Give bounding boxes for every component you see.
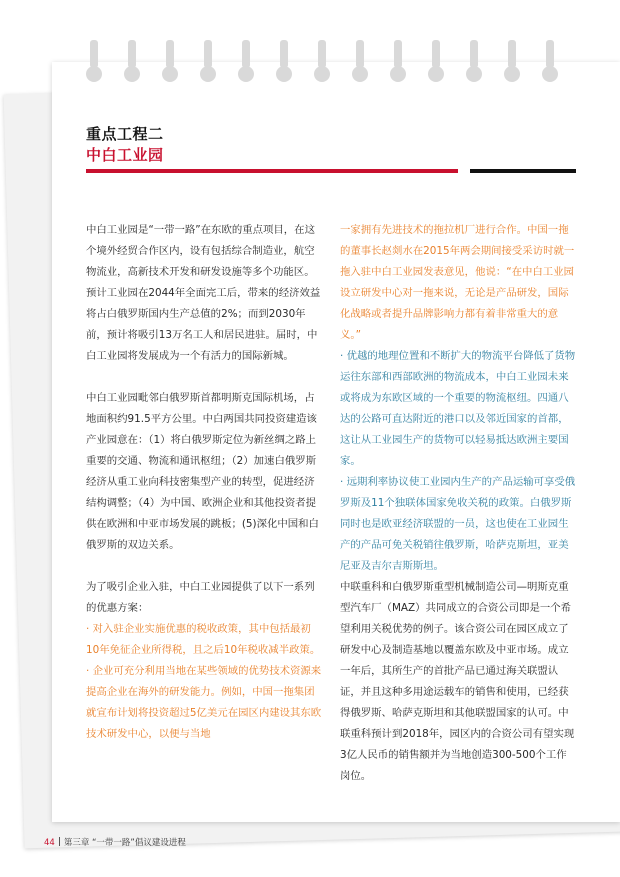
- footer-divider: [59, 837, 60, 846]
- right-column: [340, 220, 576, 787]
- paragraph-intro: 中白工业园是“一带一路”在东欧的重点项目，在这个境外经贸合作区内，设有包括综合制造业，航空物流业，高新技术开发和研发设施等多个功能区。预计工业园在2044年全面完工后，带来的经济效益将占白俄罗斯国内生产总值的2%；而到2030年前，预计将吸引13万名工人和居民进驻。届时，中白工业园将发展成为一个有活力的国际新城。: [86, 224, 321, 362]
- section-subtitle: 中白工业园: [86, 146, 164, 164]
- chapter-title: 第三章 “一带一路”倡议建设进程: [63, 838, 186, 848]
- left-column: [86, 220, 324, 745]
- ring-icon: [162, 40, 178, 86]
- ring-icon: [466, 40, 482, 86]
- bullet-tariffs: · 远期利率协议使工业园内生产的产品运输可享受俄罗斯及11个独联体国家免收关税的政策。白俄罗斯同时也是欧亚经济联盟的一员，这也使在工业园生产的产品可免关税销往俄罗斯，哈萨克斯坦，亚美尼亚及吉尔吉斯斯坦。: [340, 476, 576, 572]
- ring-icon: [504, 40, 520, 86]
- ring-icon: [276, 40, 292, 86]
- ring-icon: [542, 40, 558, 86]
- ring-icon: [200, 40, 216, 86]
- bullet-logistics: · 优越的地理位置和不断扩大的物流平台降低了货物运往东部和西部欧洲的物流成本，中白工业园未来或将成为东欧区域的一个重要的物流枢纽。四通八达的公路可直达附近的港口以及邻近国家的首都，这让从工业园生产的货物可以轻易抵达欧洲主要国家。: [340, 350, 576, 467]
- ring-icon: [124, 40, 140, 86]
- bullet-tech-resources-cont: 一家拥有先进技术的拖拉机厂进行合作。中国一拖的董事长赵剡水在2015年两会期间接受采访时就一拖入驻中白工业园发表意见，他说：“在中白工业园设立研发中心对一拖来说，无论是产品研发，国际化战略或者提升品牌影响力都有着非常重大的意义。”: [340, 224, 575, 341]
- paragraph-joint-venture: 中联重科和白俄罗斯重型机械制造公司—明斯克重型汽车厂（MAZ）共同成立的合资公司即是一个希望利用关税优势的例子。该合资公司在园区成立了研发中心及制造基地以覆盖东欧及中亚市场。成立一年后，其所生产的首批产品已通过海关联盟认证，并且这种多用途运载车的销售和使用，已经获得俄罗斯、哈萨克斯坦和其他联盟国家的认可。中联重科预计到2018年，园区内的合资公司有望实现3亿人民币的销售额并为当地创造300-500个工作岗位。: [340, 581, 575, 782]
- ring-icon: [314, 40, 330, 86]
- title-rule-black: [470, 169, 576, 173]
- binder-rings: [86, 40, 586, 86]
- paragraph-location: 中白工业园毗邻白俄罗斯首都明斯克国际机场，占地面积约91.5平方公里。中白两国共同投资建造该产业园意在：（1）将白俄罗斯定位为新丝绸之路上重要的交通、物流和通讯枢纽；（2）加速白俄罗斯经济从重工业向科技密集型产业的转型，促进经济结构调整；（4）为中国、欧洲企业和其他投资者提供在欧洲和中亚市场发展的跳板；(5)深化中国和白俄罗斯的双边关系。: [86, 392, 319, 551]
- bullet-tax-policy: · 对入驻企业实施优惠的税收政策，其中包括最初10年免征企业所得税，且之后10年税收减半政策。: [86, 623, 321, 656]
- ring-icon: [238, 40, 254, 86]
- ring-icon: [352, 40, 368, 86]
- ring-icon: [390, 40, 406, 86]
- paragraph-incentives: 为了吸引企业入驻，中白工业园提供了以下一系列的优惠方案：: [86, 581, 315, 614]
- page-footer: [44, 836, 186, 848]
- bullet-tech-resources: · 企业可充分利用当地在某些领域的优势技术资源来提高企业在海外的研发能力。例如，中国一拖集团就宣布计划将投资超过5亿美元在园区内建设其东欧技术研发中心，以便与当地: [86, 665, 322, 740]
- ring-icon: [86, 40, 102, 86]
- title-rule-red: [86, 169, 458, 173]
- ring-icon: [428, 40, 444, 86]
- section-title: 重点工程二: [86, 125, 164, 143]
- page-number: 44: [44, 838, 55, 848]
